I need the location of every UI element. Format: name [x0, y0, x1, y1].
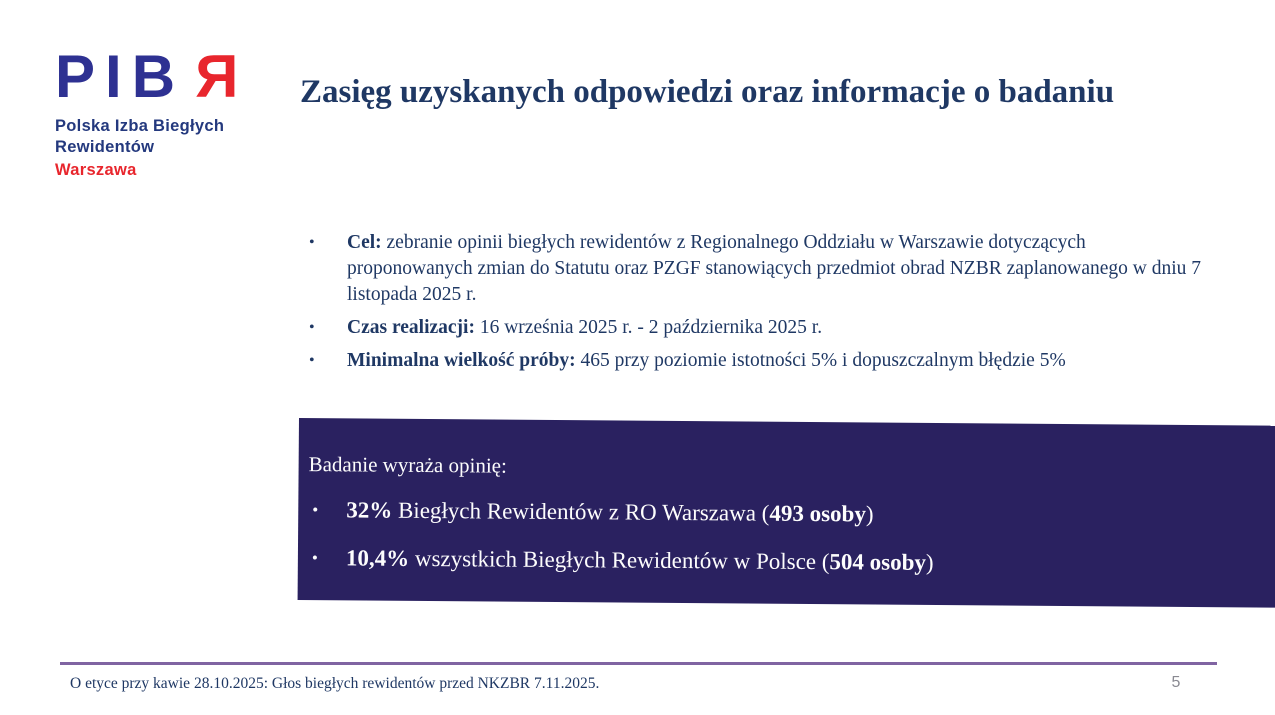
pibr-logo [55, 43, 295, 181]
bullet-rest: zebranie opinii biegłych rewidentów z Regionalnego Oddziału w Warszawie dotyczących proponowanych zmian do Statutu oraz PZGF stanowiących przedmiot obrad NZBR zaplanowanego w dniu 7 listopada 2025 r. [347, 232, 1202, 305]
pibr-logo-wordmark [55, 43, 295, 110]
page-number: 5 [1171, 674, 1181, 691]
box-bullet-polska [308, 544, 1275, 580]
bullet-cel [305, 230, 1205, 308]
bullet-text [347, 315, 1205, 341]
logo-subtitle [55, 116, 295, 158]
bullet-text [347, 348, 1205, 374]
logo-subtitle-line2: Rewidentów [55, 138, 155, 156]
respondent-count: 493 osoby [769, 500, 866, 527]
box-bullet-end: ) [865, 501, 874, 527]
box-heading: Badanie wyraża opinię: [308, 452, 507, 478]
bullet-lead: Cel: [347, 232, 382, 253]
pibr-logo-letters-blue: PIB [55, 43, 186, 110]
survey-opinion-box [298, 418, 1275, 608]
slide-title: Zasięg uzyskanych odpowiedzi oraz informacje o badaniu [300, 74, 1115, 110]
box-bullet-text [346, 496, 874, 528]
bullet-rest: 465 przy poziomie istotności 5% i dopuszczalnym błędzie 5% [575, 350, 1066, 371]
logo-city: Warszawa [55, 161, 137, 179]
bullet-minimalna-wielkosc [305, 348, 1205, 374]
bullet-marker: • [309, 319, 315, 336]
percentage-value: 10,4% [345, 545, 410, 571]
bullet-rest: 16 września 2025 r. - 2 października 2025 r. [474, 317, 823, 338]
bullet-czas-realizacji [305, 315, 1205, 341]
box-bullet-ro-warszawa [308, 496, 1275, 532]
bullet-marker: • [311, 548, 318, 568]
logo-subtitle-line1: Polska Izba Biegłych [55, 117, 225, 135]
pibr-logo-letter-r-red: R [185, 43, 239, 110]
box-bullet-mid: wszystkich Biegłych Rewidentów w Polsce ( [409, 545, 830, 575]
info-bullet-list [305, 230, 1205, 381]
percentage-value: 32% [346, 497, 393, 523]
box-bullet-list [308, 496, 1275, 580]
bullet-text [347, 230, 1205, 308]
footer-text: O etyce przy kawie 28.10.2025: Głos biegłych rewidentów przed NKZBR 7.11.2025. [70, 675, 600, 692]
bullet-marker: • [309, 234, 315, 251]
bullet-lead: Minimalna wielkość próby: [347, 350, 576, 371]
box-bullet-mid: Biegłych Rewidentów z RO Warszawa ( [392, 497, 770, 526]
box-bullet-end: ) [925, 549, 934, 575]
respondent-count: 504 osoby [829, 549, 927, 575]
footer-divider-line [60, 662, 1217, 665]
box-bullet-text [346, 544, 934, 577]
bullet-marker: • [312, 500, 319, 520]
bullet-marker: • [309, 352, 315, 369]
bullet-lead: Czas realizacji: [347, 317, 475, 338]
